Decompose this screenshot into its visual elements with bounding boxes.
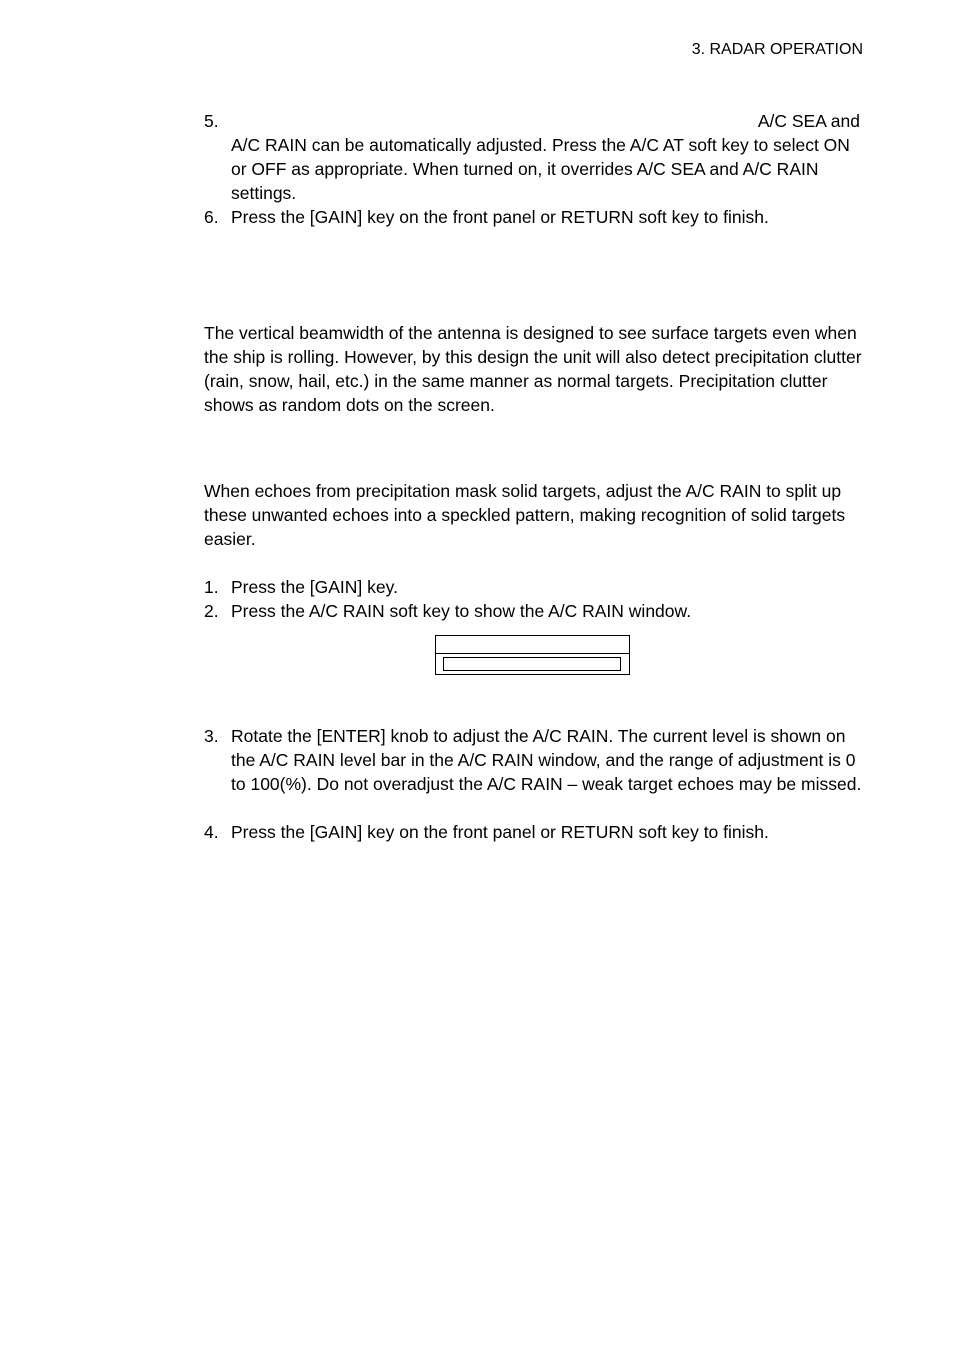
step-text: [231, 109, 864, 205]
step-number: 5.: [204, 111, 219, 131]
step-4: [204, 820, 864, 844]
step-text: Rotate the [ENTER] knob to adjust the A/C RAIN. The current level is shown on the A/C RAIN level bar in the A/C RAIN window, and the range of adjustment is 0 to 100(%). Do not overadjust the A/C RAIN – weak target echoes may be missed.: [231, 726, 862, 794]
intro-paragraph: The vertical beamwidth of the antenna is designed to see surface targets even when the ship is rolling. However, by this design the unit will also detect precipitation clutter (rain, snow, hail, etc.) in the same manner as normal targets. Precipitation clutter shows as random dots on the screen.: [204, 323, 862, 415]
step-3: [204, 724, 864, 796]
ac-rain-window-title-bar: [436, 636, 629, 654]
running-header: 3. RADAR OPERATION: [691, 41, 863, 58]
step-text: Press the A/C RAIN soft key to show the A/C RAIN window.: [231, 601, 692, 621]
step-number: 1.: [204, 577, 219, 597]
adjust-paragraph: When echoes from precipitation mask solid targets, adjust the A/C RAIN to split up these unwanted echoes into a speckled pattern, making recognition of solid targets easier.: [204, 481, 846, 549]
step-number: 2.: [204, 601, 219, 621]
step-text: Press the [GAIN] key on the front panel or RETURN soft key to finish.: [231, 207, 769, 227]
ac-rain-level-bar: [443, 657, 621, 671]
step-text: Press the [GAIN] key on the front panel or RETURN soft key to finish.: [231, 822, 769, 842]
step-continuation: A/C RAIN can be automatically adjusted. Press the A/C AT soft key to select ON or OFF as appropriate. When turned on, it overrides A/C SEA and A/C RAIN settings.: [231, 135, 850, 203]
step-number: 6.: [204, 207, 219, 227]
step-text: Press the [GAIN] key.: [231, 577, 398, 597]
step-number: 3.: [204, 726, 219, 746]
step-1: [204, 575, 864, 599]
step-2: [204, 599, 864, 623]
step-6: [204, 205, 864, 229]
step-first-line: A/C SEA and: [757, 111, 860, 131]
ac-rain-window: [435, 635, 630, 675]
step-5: [204, 109, 864, 205]
step-number: 4.: [204, 822, 219, 842]
